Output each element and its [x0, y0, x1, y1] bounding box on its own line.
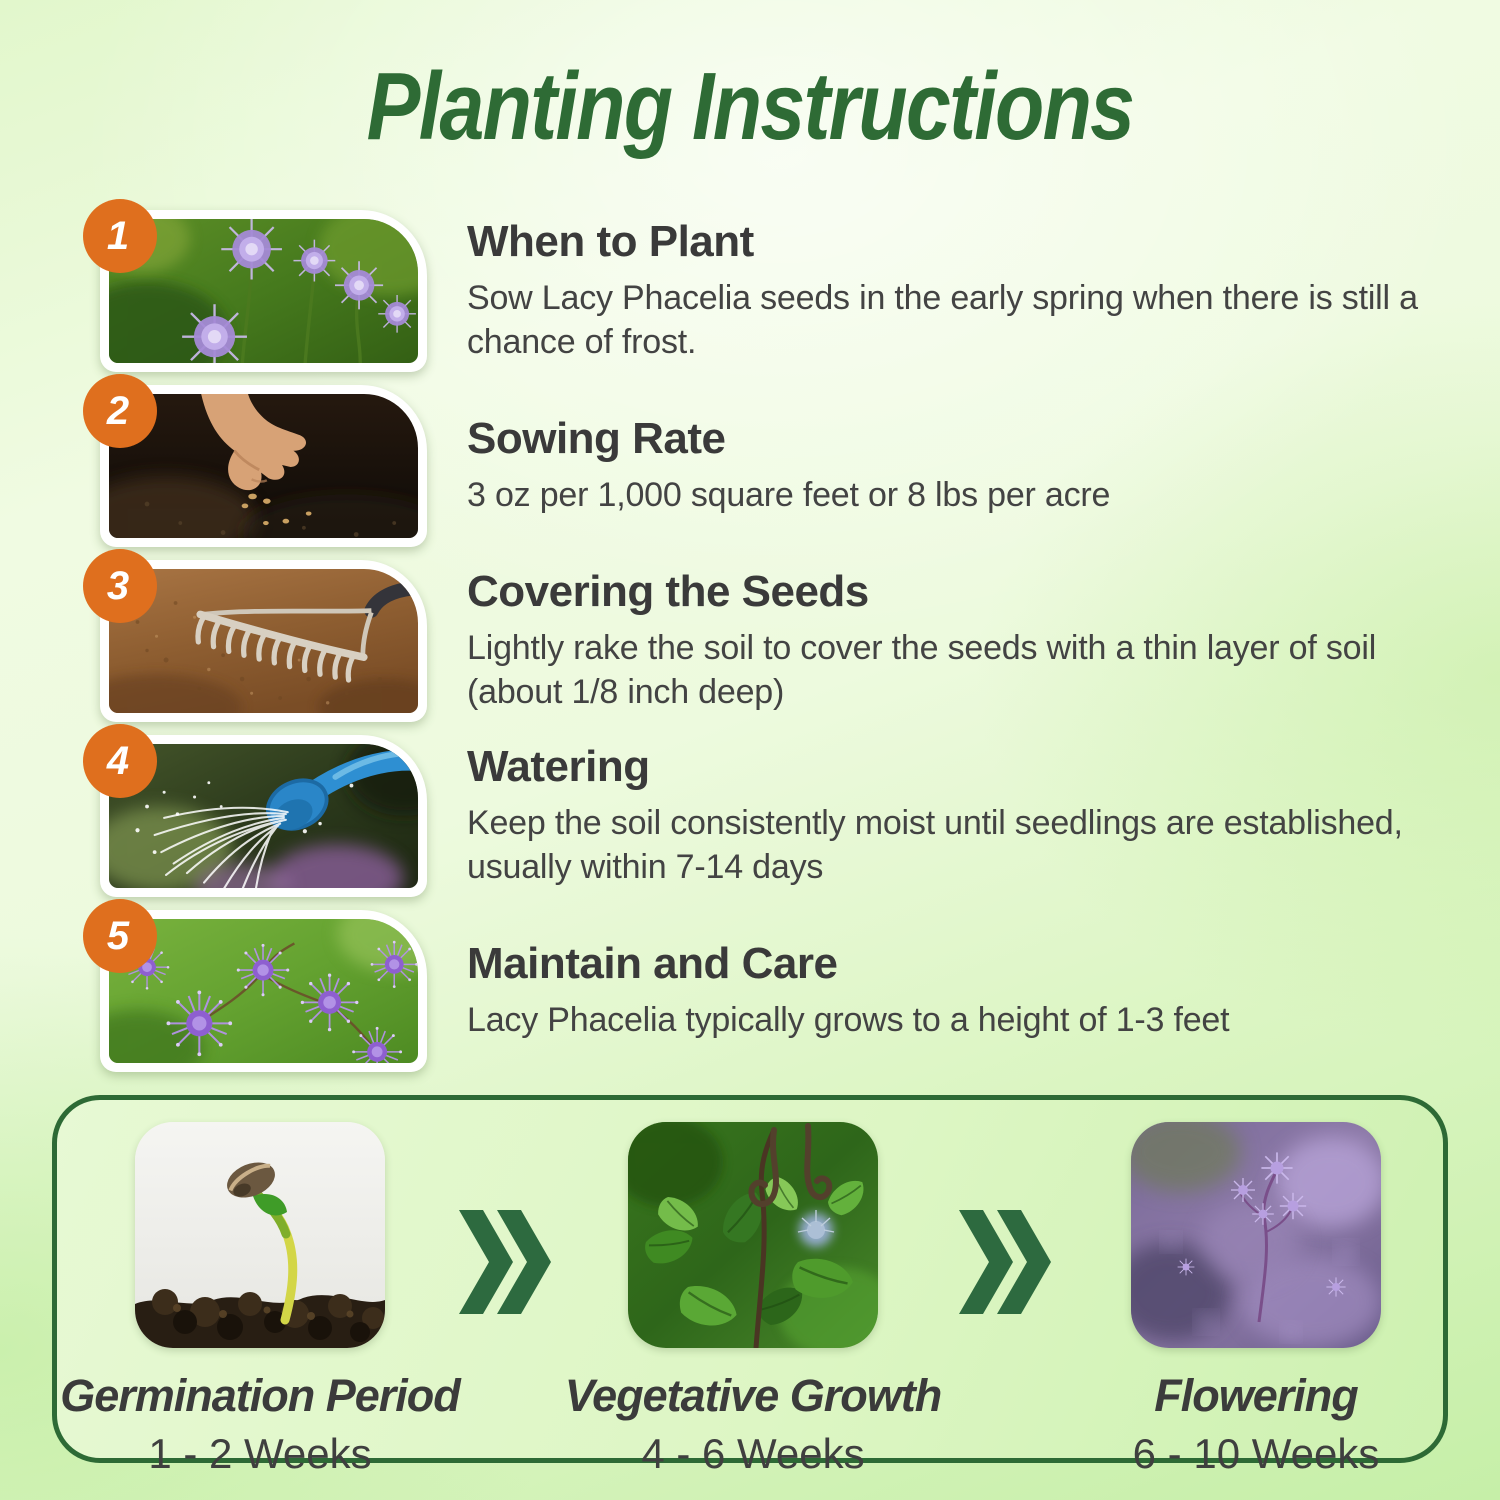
step-number-badge	[83, 899, 157, 973]
double-chevron-right-glyph	[455, 1200, 551, 1324]
stage-flowering	[1053, 1122, 1459, 1478]
step-text-block	[467, 217, 1432, 364]
stage-label: Vegetative Growth	[564, 1370, 942, 1421]
step-text-block	[467, 414, 1110, 518]
step-number: 3	[106, 563, 130, 608]
step-description: Sow Lacy Phacelia seeds in the early spring when there is still a chance of frost.	[467, 279, 1418, 361]
step-row-covering-seeds	[100, 560, 1440, 722]
step-heading: When to Plant	[467, 217, 754, 267]
step-number: 5	[106, 913, 130, 958]
leafy-plant-illustration	[628, 1122, 878, 1348]
step-row-when-to-plant	[100, 210, 1440, 372]
step-photo-card	[100, 385, 427, 547]
steps-list	[100, 210, 1440, 1085]
step-photo-card	[100, 910, 427, 1072]
step-heading: Sowing Rate	[467, 414, 726, 464]
step-description: Lacy Phacelia typically grows to a height of 1-3 feet	[467, 1001, 1230, 1040]
step-number-badge	[83, 199, 157, 273]
seedling-sprout-photo	[135, 1122, 385, 1348]
step-number: 4	[106, 738, 130, 783]
step-heading: Maintain and Care	[467, 939, 838, 989]
step-heading: Covering the Seeds	[467, 567, 869, 617]
step-number-badge	[83, 374, 157, 448]
step-row-maintain-care	[100, 910, 1440, 1072]
stage-label: Flowering	[1154, 1370, 1358, 1421]
purple-flower-field-photo	[1131, 1122, 1381, 1348]
stage-vegetative-growth	[550, 1122, 956, 1478]
step-row-sowing-rate	[100, 385, 1440, 547]
stage-duration: 4 - 6 Weeks	[641, 1430, 865, 1477]
step-description: 3 oz per 1,000 square feet or 8 lbs per acre	[467, 476, 1111, 515]
step-number: 2	[106, 388, 130, 433]
stage-germination	[57, 1122, 463, 1478]
flower-field-illustration	[1131, 1122, 1381, 1348]
step-photo-card	[100, 560, 427, 722]
stage-label: Germination Period	[60, 1370, 460, 1421]
step-photo-card	[100, 735, 427, 897]
step-description: Lightly rake the soil to cover the seeds with a thin layer of soil (about 1/8 inch deep)	[467, 629, 1377, 711]
step-text-block	[467, 939, 1229, 1043]
step-number: 1	[106, 213, 130, 258]
step-text-block	[467, 567, 1432, 714]
step-number-badge	[83, 724, 157, 798]
step-heading: Watering	[467, 742, 650, 792]
seedling-illustration	[135, 1122, 385, 1348]
step-row-watering	[100, 735, 1440, 897]
double-chevron-icon	[455, 1200, 551, 1324]
step-photo-card	[100, 210, 427, 372]
double-chevron-right-glyph	[955, 1200, 1051, 1324]
stage-duration: 6 - 10 Weeks	[1132, 1430, 1380, 1477]
step-description: Keep the soil consistently moist until seedlings are established, usually within 7-14 days	[467, 804, 1403, 886]
double-chevron-icon	[955, 1200, 1051, 1324]
growth-timeline-panel	[52, 1095, 1448, 1477]
page-title: Planting Instructions	[366, 53, 1134, 160]
stage-duration: 1 - 2 Weeks	[148, 1430, 372, 1477]
step-number-badge	[83, 549, 157, 623]
leafy-green-plant-photo	[628, 1122, 878, 1348]
step-text-block	[467, 742, 1432, 889]
